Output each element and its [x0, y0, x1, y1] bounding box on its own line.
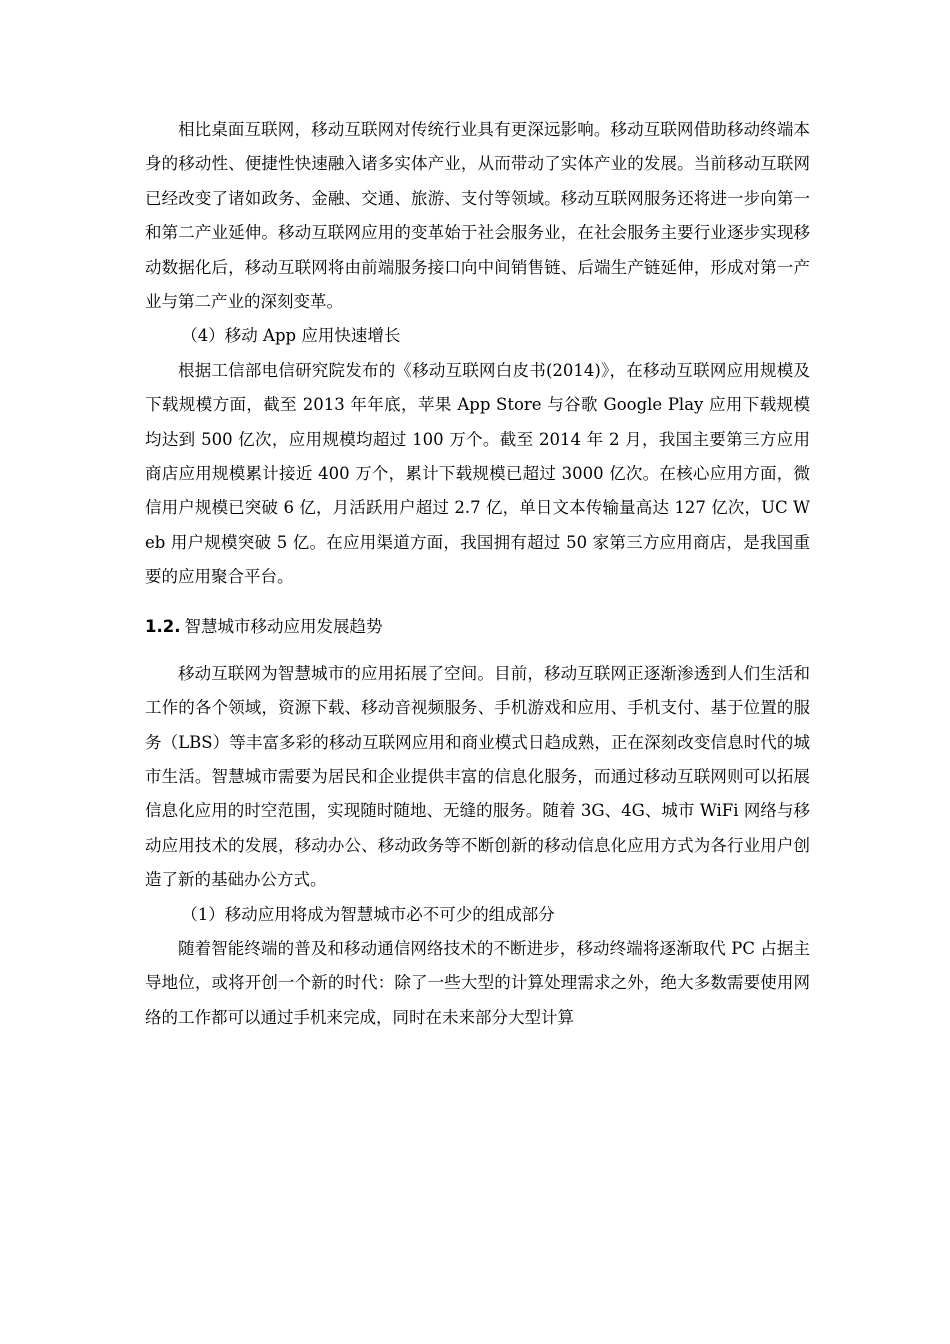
document-page	[145, 113, 810, 1035]
paragraph-app-statistics: 根据工信部电信研究院发布的《移动互联网白皮书(2014)》，在移动互联网应用规模及下载规模方面，截至 2013 年年底，苹果 App Store 与谷歌 Google Play 应用下载规模均达到 500 亿次，应用规模均超过 100 万个。截至 2014 年 2 月，我国主要第三方应用商店应用规模累计接近 400 万个，累计下载规模已超过 3000 亿次。在核心应用方面，微信用户规模已突破 6 亿，月活跃用户超过 2.7 亿，单日文本传输量高达 127 亿次，UC Web 用户规模突破 5 亿。在应用渠道方面，我国拥有超过 50 家第三方应用商店，是我国重要的应用聚合平台。	[145, 360, 810, 587]
paragraph-smart-city-space: 移动互联网为智慧城市的应用拓展了空间。目前，移动互联网正逐渐渗透到人们生活和工作的各个领域，资源下载、移动音视频服务、手机游戏和应用、手机支付、基于位置的服务（LBS）等丰富多彩的移动互联网应用和商业模式日趋成熟，正在深刻改变信息时代的城市生活。智慧城市需要为居民和企业提供丰富的信息化服务，而通过移动互联网则可以拓展信息化应用的时空范围，实现随时随地、无缝的服务。随着 3G、4G、城市 WiFi 网络与移动应用技术的发展，移动办公、移动政务等不断创新的移动信息化应用方式为各行业用户创造了新的基础办公方式。	[145, 663, 810, 890]
section-title: 智慧城市移动应用发展趋势	[184, 616, 383, 636]
paragraph-terminal-replacement: 随着智能终端的普及和移动通信网络技术的不断进步，移动终端将逐渐取代 PC 占据主导地位，或将开创一个新的时代：除了一些大型的计算处理需求之外，绝大多数需要使用网络的工作都可以通过手机来完成，同时在未来部分大型计算	[145, 938, 810, 1027]
subheading-app-growth: （4）移动 App 应用快速增长	[181, 326, 401, 346]
subheading-mobile-apps-essential: （1）移动应用将成为智慧城市必不可少的组成部分	[181, 904, 555, 924]
paragraph-mobile-internet-impact: 相比桌面互联网，移动互联网对传统行业具有更深远影响。移动互联网借助移动终端本身的移动性、便捷性快速融入诸多实体产业，从而带动了实体产业的发展。当前移动互联网已经改变了诸如政务、金融、交通、旅游、支付等领域。移动互联网服务还将进一步向第一和第二产业延伸。移动互联网应用的变革始于社会服务业，在社会服务主要行业逐步实现移动数据化后，移动互联网将由前端服务接口向中间销售链、后端生产链延伸，形成对第一产业与第二产业的深刻变革。	[145, 120, 810, 312]
section-heading	[145, 595, 810, 657]
section-number: 1.2.	[145, 616, 181, 636]
